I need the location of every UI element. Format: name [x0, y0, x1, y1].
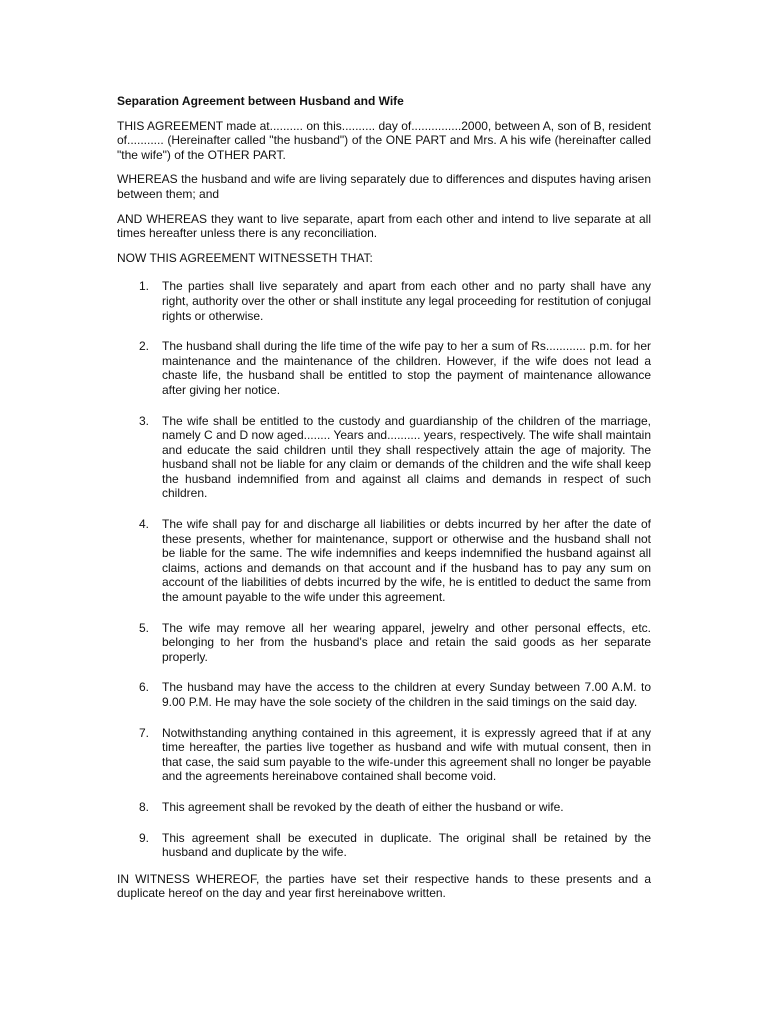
clause-item: [117, 800, 651, 815]
clause-text: Notwithstanding anything contained in this agreement, it is expressly agreed that if at any time hereafter, the parties live together as husband and wife with mutual consent, then in that case, the said sum payable to the wife-under this agreement shall no longer be payable and the agreements hereinabove contained shall become void.: [162, 725, 651, 784]
clause-item: [117, 414, 651, 502]
clause-number: 2.: [139, 339, 150, 354]
closing-paragraph: IN WITNESS WHEREOF, the parties have set their respective hands to these presents and a duplicate hereof on the day and year first hereinabove written.: [117, 871, 651, 901]
clause-text: This agreement shall be executed in duplicate. The original shall be retained by the husband and duplicate by the wife.: [162, 830, 651, 860]
clause-number: 3.: [139, 413, 150, 428]
clause-number: 6.: [139, 680, 150, 695]
clause-text: The husband may have the access to the children at every Sunday between 7.00 A.M. to 9.00 P.M. He may have the sole society of the children in the said timings on the said day.: [162, 680, 651, 709]
clause-text: The wife may remove all her wearing apparel, jewelry and other personal effects, etc. belonging to her from the husband's place and retain the said goods as her separate properly.: [162, 620, 651, 664]
clause-item: [117, 339, 651, 397]
whereas-paragraph-1: WHEREAS the husband and wife are living separately due to differences and disputes having arisen between them; and: [117, 172, 651, 201]
witnesseth-heading: NOW THIS AGREEMENT WITNESSETH THAT:: [117, 250, 373, 265]
clause-text: The wife shall be entitled to the custody and guardianship of the children of the marriage, namely C and D now aged........ Years and.......... years, respectively. The wife shall maintain and educate the said children until they shall respectively attain the age of majority. The husband shall not be liable for any claim or demands of the children and the wife shall keep the husband indemnified from and against all claims and demands in respect of such children.: [162, 413, 651, 501]
clause-text: This agreement shall be revoked by the death of either the husband or wife.: [162, 799, 564, 814]
clause-item: [117, 279, 651, 323]
clause-item: [117, 680, 651, 709]
clause-item: [117, 831, 651, 860]
clause-text: The parties shall live separately and apart from each other and no party shall have any right, authority over the other or shall institute any legal proceeding for restitution of conjugal rights or otherwise.: [162, 279, 651, 323]
clause-item: [117, 726, 651, 784]
clauses-list: [117, 279, 651, 859]
whereas-paragraph-2: AND WHEREAS they want to live separate, apart from each other and intend to live separate at all times hereafter unless there is any reconciliation.: [117, 211, 651, 241]
document-body: [117, 94, 651, 911]
clause-item: [117, 517, 651, 605]
clause-number: 4.: [139, 517, 150, 532]
clause-number: 5.: [139, 620, 150, 635]
clause-number: 8.: [139, 799, 150, 814]
intro-paragraph: THIS AGREEMENT made at.......... on this.......... day of...............2000, between A, son of B, resident of........... (Hereinafter called "the husband") of the ONE PART and Mrs. A his wife (hereinafter called "the wife") of the OTHER PART.: [117, 118, 651, 162]
clause-text: The wife shall pay for and discharge all liabilities or debts incurred by her after the date of these presents, whether for maintenance, support or otherwise and the husband shall not be liable for the same. The wife indemnifies and keeps indemnified the husband against all claims, actions and demands on that account and if the husband has to pay any sum on account of the liabilities of debts incurred by the wife, he is entitled to deduct the same from the amount payable to the wife under this agreement.: [162, 517, 651, 605]
clause-number: 9.: [139, 830, 150, 845]
clause-number: 1.: [139, 279, 150, 294]
clause-number: 7.: [139, 725, 150, 740]
clause-item: [117, 621, 651, 665]
clause-text: The husband shall during the life time of the wife pay to her a sum of Rs............ p.m. for her maintenance and the maintenance of the children. However, if the wife does not lead a chaste life, the husband shall be entitled to stop the payment of maintenance allowance after giving her notice.: [162, 339, 651, 397]
document-title: Separation Agreement between Husband and Wife: [117, 94, 404, 108]
